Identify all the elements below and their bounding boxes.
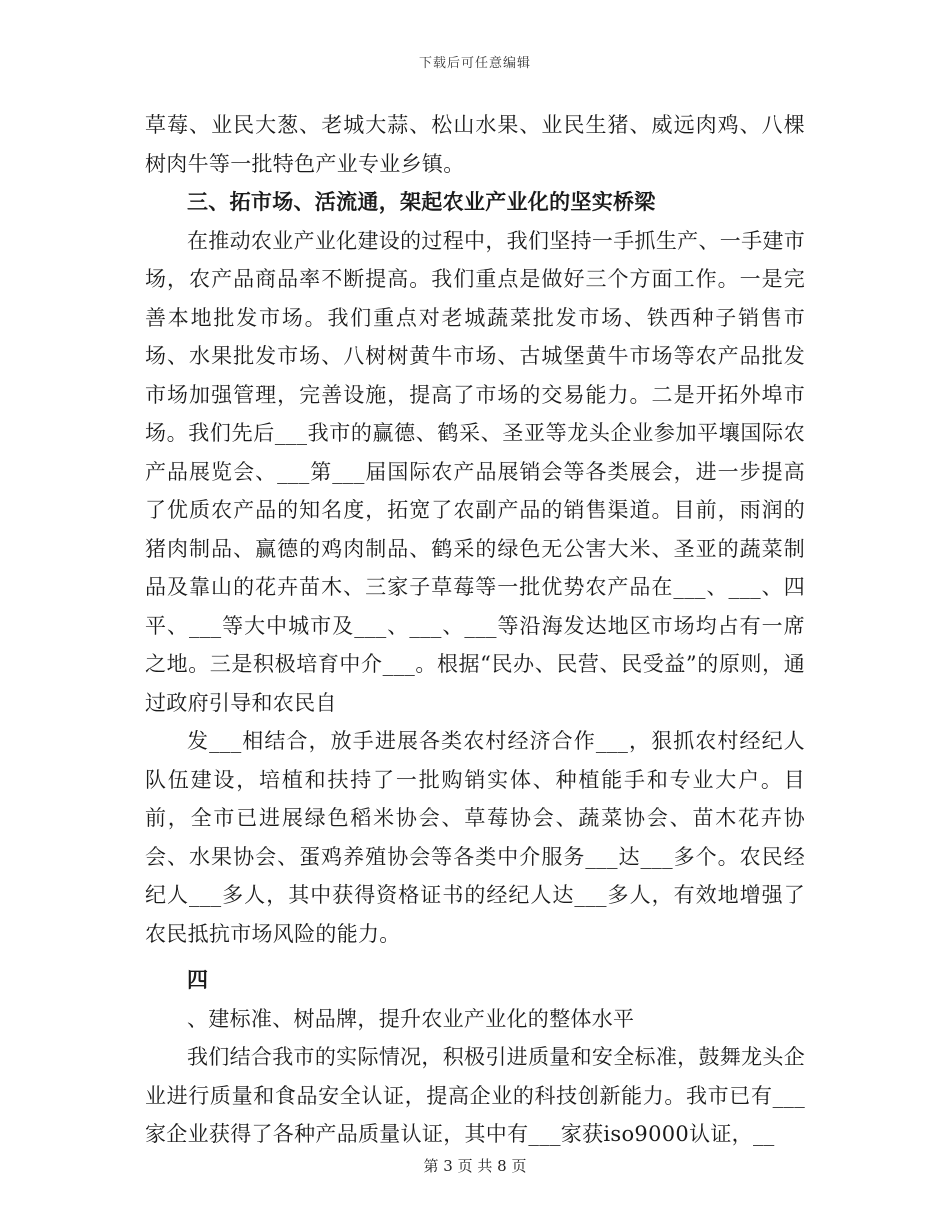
paragraph-intermediary: 发___相结合，放手进展各类农村经济合作___，狠抓农村经纪人队伍建设，培植和扶持了一批购销实体、种植能手和专业大户。目前，全市已进展绿色稻米协会、草莓协会、蔬菜协会、苗木花卉协会、水果协会、蛋鸡养殖协会等各类中介服务___达___多个。农民经纪人___多人，其中获得资格证书的经纪人达___多人，有效地增强了农民抵抗市场风险的能力。	[145, 729, 805, 946]
section-heading-four-title: 、建标准、树品牌，提升农业产业化的整体水平	[187, 1006, 635, 1031]
paragraph-market: 在推动农业产业化建设的过程中，我们坚持一手抓生产、一手建市场，农产品商品率不断提高。我们重点是做好三个方面工作。一是完善本地批发市场。我们重点对老城蔬菜批发市场、铁西种子销售市场、水果批发市场、八树树黄牛市场、古城堡黄牛市场等农产品批发市场加强管理，完善设施，提高了市场的交易能力。二是开拓外埠市场。我们先后___我市的赢德、鹤采、圣亚等龙头企业参加平壤国际农产品展览会、___第___届国际农产品展销会等各类展会，进一步提高了优质农产品的知名度，拓宽了农副产品的销售渠道。目前，雨润的猪肉制品、赢德的鸡肉制品、鹤采的绿色无公害大米、圣亚的蔬菜制品及靠山的花卉苗木、三家子草莓等一批优势农产品在___、___、四平、___等大中城市及___、___、___等沿海发达地区市场均占有一席之地。三是积极培育中介___。根据“民办、民营、民受益”的原则，通过政府引导和农民自	[145, 228, 805, 715]
section-heading-four-number: 四	[187, 967, 209, 992]
document-body	[145, 106, 805, 1154]
paragraph-standards: 我们结合我市的实际情况，积极引进质量和安全标准，鼓舞龙头企业进行质量和食品安全认证，提高企业的科技创新能力。我市已有___家企业获得了各种产品质量认证，其中有___家获iso9000认证，__	[145, 1045, 805, 1146]
page-header: 下载后可任意编辑	[418, 56, 531, 71]
paragraph-continuation: 草莓、业民大葱、老城大蒜、松山水果、业民生猪、威远肉鸡、八棵树肉牛等一批特色产业专业乡镇。	[145, 113, 805, 176]
page-footer: 第 3 页 共 8 页	[423, 1157, 527, 1175]
section-heading-three: 三、拓市场、活流通，架起农业产业化的坚实桥梁	[187, 189, 656, 214]
